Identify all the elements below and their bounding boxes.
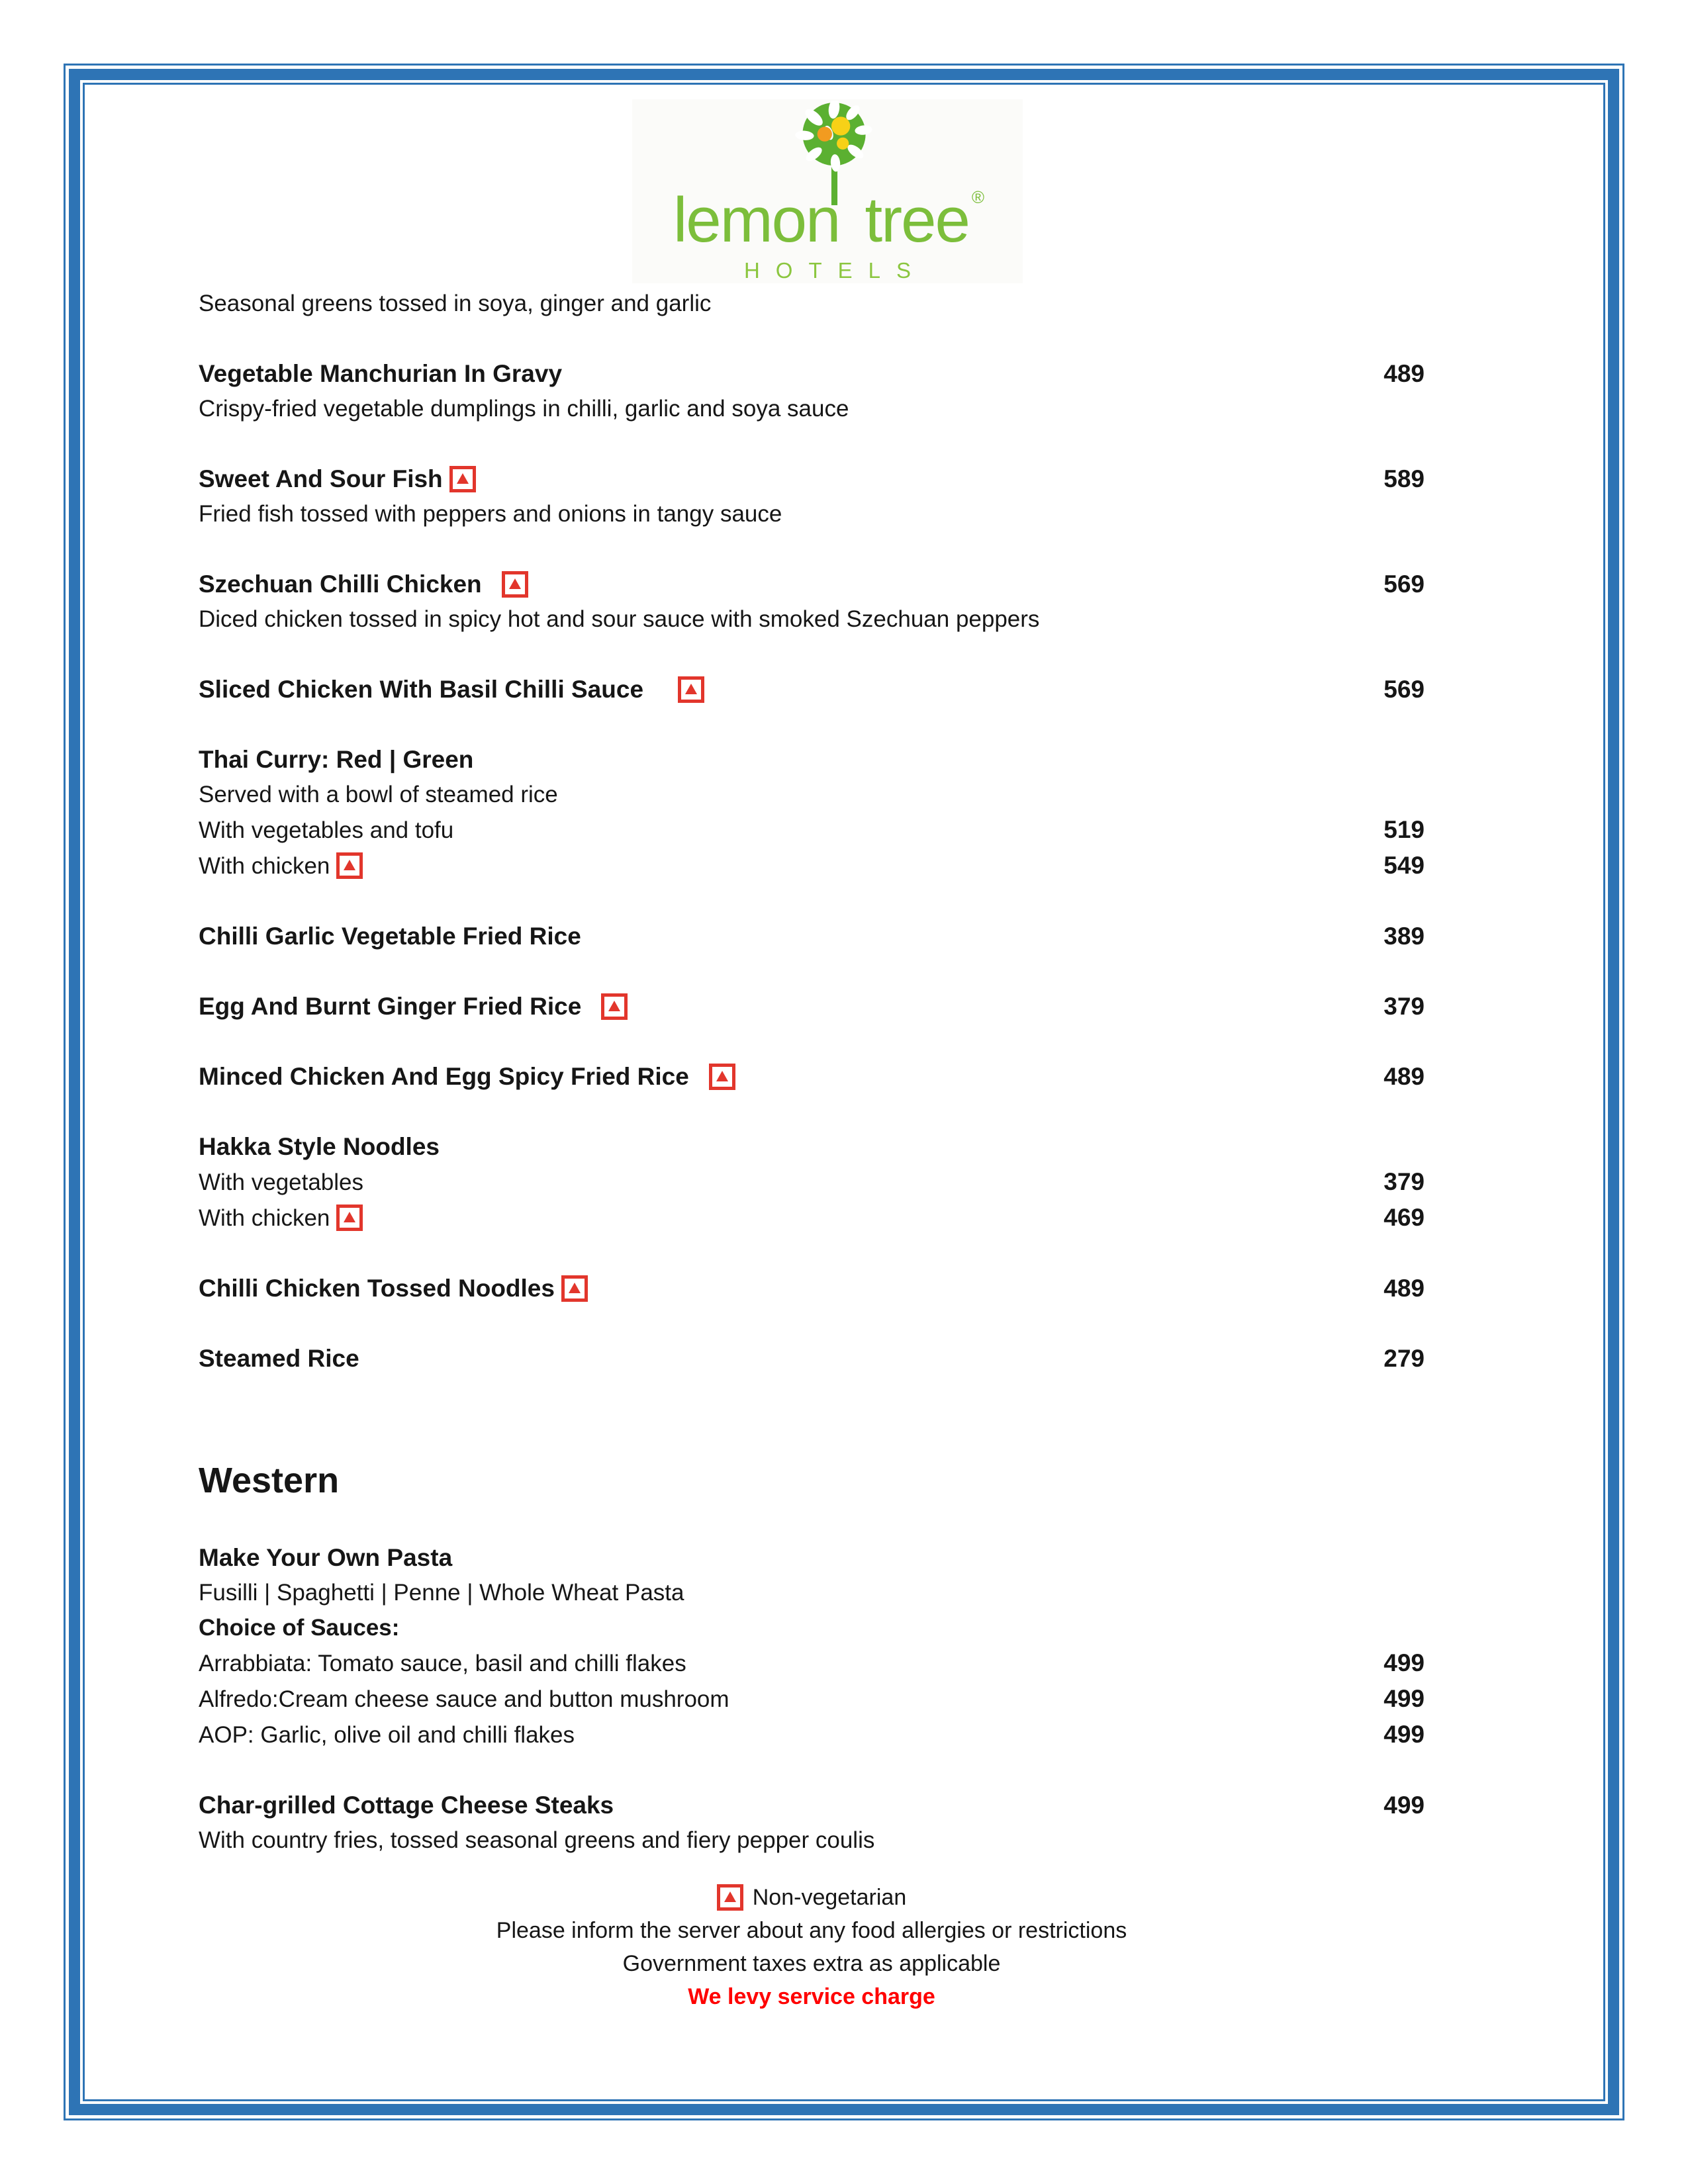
menu-item-name-row bbox=[199, 1129, 1425, 1164]
menu-item bbox=[199, 742, 1425, 884]
menu-item-name: Char-grilled Cottage Cheese Steaks bbox=[199, 1792, 614, 1819]
menu-item-name-row bbox=[199, 989, 1425, 1024]
menu-item-desc-row bbox=[199, 1823, 1425, 1858]
menu-item-price: 499 bbox=[1383, 1649, 1425, 1676]
menu-body bbox=[199, 286, 1425, 1893]
menu-item-name-row bbox=[199, 1271, 1425, 1306]
menu-item-price: 549 bbox=[1383, 852, 1425, 879]
menu-item-desc: Crispy-fried vegetable dumplings in chilli, garlic and soya sauce bbox=[199, 396, 849, 422]
menu-item-name-row bbox=[199, 672, 1425, 707]
menu-item-variant-label: Arrabbiata: Tomato sauce, basil and chilli flakes bbox=[199, 1651, 686, 1676]
logo-word-tree: tree ® bbox=[865, 185, 985, 256]
nonveg-triangle bbox=[716, 1071, 728, 1081]
nonveg-icon bbox=[336, 852, 363, 879]
menu-item-price: 489 bbox=[1383, 1063, 1425, 1090]
menu-footer bbox=[199, 1881, 1425, 2013]
menu-item-price: 489 bbox=[1383, 1275, 1425, 1302]
menu-item-price: 499 bbox=[1383, 1721, 1425, 1748]
logo-word-lemon: lemon bbox=[673, 185, 840, 256]
menu-item bbox=[199, 1059, 1425, 1094]
nonveg-triangle bbox=[457, 473, 469, 484]
nonveg-icon bbox=[502, 571, 528, 598]
menu-item-name: Sweet And Sour Fish bbox=[199, 465, 443, 492]
nonveg-legend-label: Non-vegetarian bbox=[752, 1885, 907, 1910]
menu-item-variant-label: With vegetables bbox=[199, 1169, 364, 1195]
menu-item-desc-row bbox=[199, 286, 1425, 321]
menu-item-name-row bbox=[199, 1341, 1425, 1376]
nonveg-icon bbox=[561, 1275, 588, 1302]
menu-item-desc: Fried fish tossed with peppers and onions in tangy sauce bbox=[199, 501, 782, 527]
menu-item-variant-row bbox=[199, 1645, 1425, 1681]
menu-item-price: 379 bbox=[1383, 993, 1425, 1020]
menu-item-variant-label: With chicken bbox=[199, 1205, 330, 1231]
nonveg-triangle bbox=[509, 578, 521, 589]
menu-item bbox=[199, 356, 1425, 426]
menu-item-name-row bbox=[199, 1788, 1425, 1823]
menu-item-price: 489 bbox=[1383, 360, 1425, 387]
menu-intro bbox=[199, 286, 1425, 321]
section-heading: Western bbox=[199, 1461, 340, 1500]
menu-item-desc-row bbox=[199, 1575, 1425, 1610]
menu-item-desc: Served with a bowl of steamed rice bbox=[199, 782, 558, 807]
service-charge-note: We levy service charge bbox=[688, 1984, 935, 2009]
menu-item-name-row bbox=[199, 1540, 1425, 1575]
menu-item-variant-label: With vegetables and tofu bbox=[199, 817, 454, 843]
nonveg-triangle bbox=[608, 1001, 620, 1011]
nonveg-triangle bbox=[344, 1212, 355, 1222]
menu-item-name: Make Your Own Pasta bbox=[199, 1544, 453, 1571]
menu-item-variant-row bbox=[199, 848, 1425, 884]
nonveg-legend bbox=[199, 1881, 1425, 1914]
nonveg-icon bbox=[449, 466, 476, 492]
menu-item bbox=[199, 919, 1425, 954]
menu-item-price: 389 bbox=[1383, 923, 1425, 950]
menu-item-variant-label: AOP: Garlic, olive oil and chilli flakes bbox=[199, 1722, 575, 1748]
menu-item bbox=[199, 989, 1425, 1024]
menu-item bbox=[199, 1271, 1425, 1306]
menu-item-name-row bbox=[199, 567, 1425, 602]
menu-item bbox=[199, 1788, 1425, 1858]
menu-item-name: Steamed Rice bbox=[199, 1345, 359, 1372]
menu-item-name-row bbox=[199, 742, 1425, 777]
logo-subtitle: HOTELS bbox=[743, 258, 927, 283]
menu-item-subheading-row bbox=[199, 1610, 1425, 1645]
menu-item-name-row bbox=[199, 1059, 1425, 1094]
menu-item bbox=[199, 461, 1425, 531]
menu-item bbox=[199, 1341, 1425, 1376]
menu-item-name: Szechuan Chilli Chicken bbox=[199, 570, 482, 598]
menu-item-name-row bbox=[199, 919, 1425, 954]
menu-item-price: 569 bbox=[1383, 676, 1425, 703]
menu-item-name: Chilli Chicken Tossed Noodles bbox=[199, 1275, 555, 1302]
menu-item-name-row bbox=[199, 461, 1425, 496]
menu-item bbox=[199, 567, 1425, 637]
menu-item-price: 279 bbox=[1383, 1345, 1425, 1372]
menu-item-variant-row bbox=[199, 1681, 1425, 1717]
menu-item-subheading: Choice of Sauces: bbox=[199, 1615, 400, 1641]
menu-item-price: 499 bbox=[1383, 1792, 1425, 1819]
nonveg-icon bbox=[336, 1205, 363, 1231]
menu-item-variant-row bbox=[199, 1164, 1425, 1200]
menu-item-desc: Diced chicken tossed in spicy hot and sour sauce with smoked Szechuan peppers bbox=[199, 606, 1040, 632]
nonveg-triangle bbox=[344, 860, 355, 870]
menu-item bbox=[199, 1540, 1425, 1752]
nonveg-icon bbox=[709, 1064, 735, 1090]
menu-item-price: 379 bbox=[1383, 1168, 1425, 1195]
menu-item-desc: Fusilli | Spaghetti | Penne | Whole Wheat Pasta bbox=[199, 1580, 684, 1606]
nonveg-triangle bbox=[724, 1891, 736, 1902]
menu-item bbox=[199, 672, 1425, 707]
menu-item-variant-row bbox=[199, 812, 1425, 848]
nonveg-icon bbox=[601, 993, 628, 1020]
menu-item bbox=[199, 1129, 1425, 1236]
lemon-tree-logo bbox=[632, 99, 1023, 283]
menu-item-name: Thai Curry: Red | Green bbox=[199, 746, 474, 773]
menu-item-desc-row bbox=[199, 391, 1425, 426]
nonveg-triangle bbox=[569, 1283, 581, 1293]
menu-item-desc: Seasonal greens tossed in soya, ginger and garlic bbox=[199, 291, 712, 316]
nonveg-icon bbox=[678, 676, 704, 703]
menu-item-desc: With country fries, tossed seasonal greens and fiery pepper coulis bbox=[199, 1827, 875, 1853]
menu-item-name: Minced Chicken And Egg Spicy Fried Rice bbox=[199, 1063, 689, 1090]
nonveg-icon bbox=[717, 1884, 743, 1911]
menu-item-name: Hakka Style Noodles bbox=[199, 1133, 440, 1160]
menu-item-name-row bbox=[199, 356, 1425, 391]
menu-item-price: 519 bbox=[1383, 816, 1425, 843]
nonveg-triangle bbox=[685, 684, 697, 694]
logo-wordmark bbox=[673, 185, 985, 256]
menu-item-price: 569 bbox=[1383, 570, 1425, 598]
menu-item-name: Egg And Burnt Ginger Fried Rice bbox=[199, 993, 582, 1020]
menu-item-desc-row bbox=[199, 496, 1425, 531]
menu-item-price: 499 bbox=[1383, 1685, 1425, 1712]
allergy-note: Please inform the server about any food allergies or restrictions bbox=[496, 1918, 1127, 1943]
menu-item-price: 469 bbox=[1383, 1204, 1425, 1231]
menu-item-name: Sliced Chicken With Basil Chilli Sauce bbox=[199, 676, 644, 703]
menu-item-variant-row bbox=[199, 1717, 1425, 1752]
menu-item-desc-row bbox=[199, 777, 1425, 812]
menu-item-variant-label: With chicken bbox=[199, 853, 330, 879]
menu-item-variant-row bbox=[199, 1200, 1425, 1236]
menu-item-name: Vegetable Manchurian In Gravy bbox=[199, 360, 563, 387]
menu-item-desc-row bbox=[199, 602, 1425, 637]
menu-item-price: 589 bbox=[1383, 465, 1425, 492]
menu-item-variant-label: Alfredo:Cream cheese sauce and button mushroom bbox=[199, 1686, 729, 1712]
menu-item-name: Chilli Garlic Vegetable Fried Rice bbox=[199, 923, 581, 950]
tax-note: Government taxes extra as applicable bbox=[622, 1951, 1001, 1976]
registered-mark: ® bbox=[971, 187, 985, 208]
